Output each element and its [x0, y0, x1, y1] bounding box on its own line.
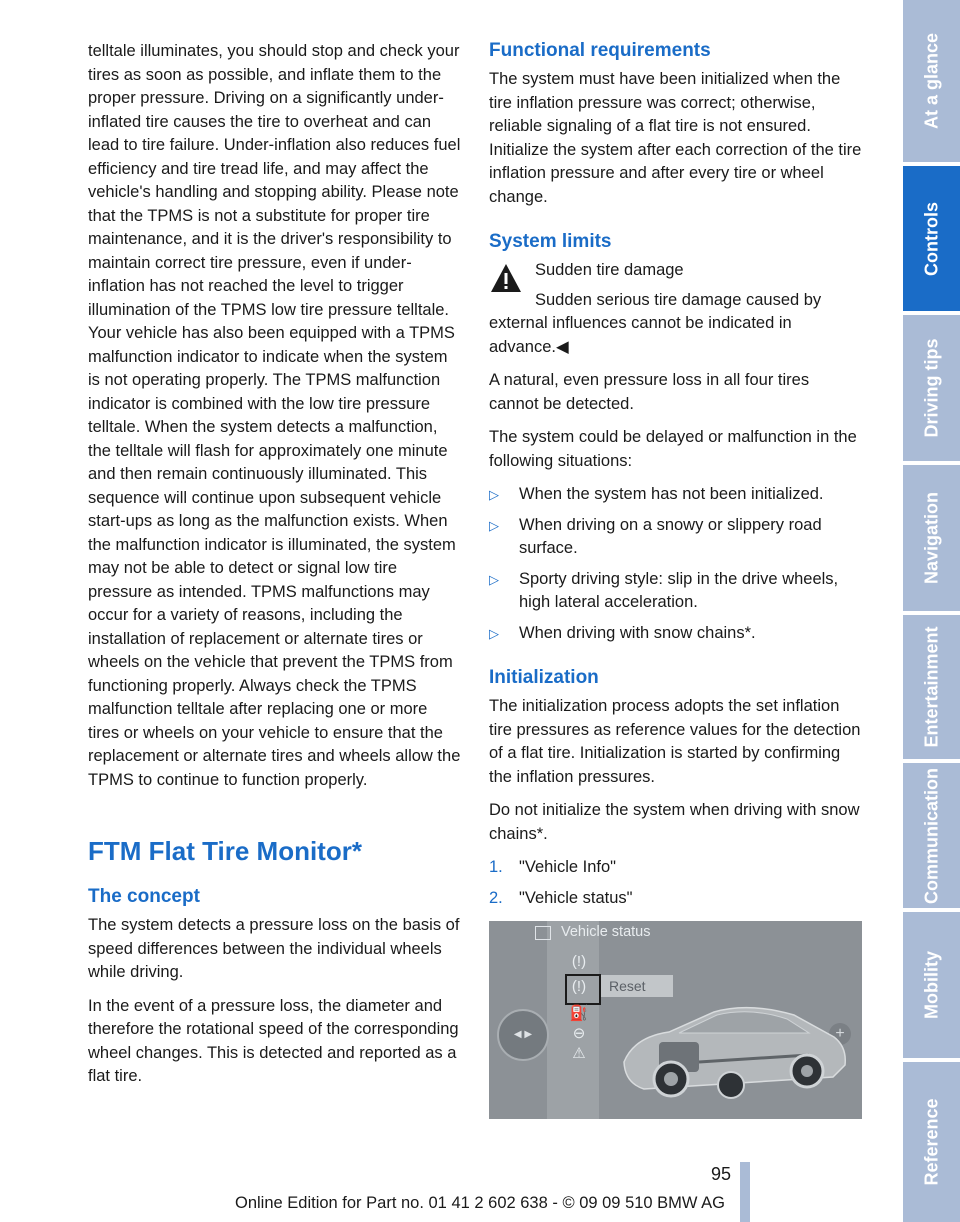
init-paragraph-1: The initialization process adopts the set inflation tire pressures as reference values for the detection of a flat tire. Initialization is started by confirming the inflation pressures.	[489, 697, 861, 786]
triangle-bullet-icon: ▷	[489, 487, 499, 502]
step-item: 2. "Vehicle status"	[489, 888, 633, 907]
page-number: 95	[711, 1164, 732, 1184]
concept-heading: The concept	[88, 886, 200, 907]
limits-paragraph-2: The system could be delayed or malfunction in the following situations:	[489, 428, 857, 470]
functional-heading: Functional requirements	[489, 40, 711, 61]
limits-list	[489, 483, 862, 645]
right-column	[489, 40, 862, 951]
tab-controls[interactable]: Controls	[903, 166, 960, 311]
tab-entertainment[interactable]: Entertainment	[903, 615, 960, 759]
tab-navigation[interactable]: Navigation	[903, 465, 960, 611]
warning-triangle-icon: ⚠	[572, 1045, 586, 1062]
step-item: 1. "Vehicle Info"	[489, 858, 617, 876]
footer-text: Online Edition for Part no. 01 41 2 602 638 - © 09 09 510 BMW AG	[234, 1194, 726, 1212]
tab-communication[interactable]: Communication	[903, 763, 960, 908]
car-cutaway-icon	[619, 977, 849, 1107]
triangle-bullet-icon: ▷	[489, 625, 499, 641]
tab-mobility[interactable]: Mobility	[903, 912, 960, 1058]
list-item: ▷ When driving on a snowy or slippery road surface.	[489, 515, 822, 557]
warning-icon	[489, 261, 523, 295]
section-title: FTM Flat Tire Monitor*	[88, 836, 362, 866]
limits-heading: System limits	[489, 231, 612, 252]
tire-init-icon: (!)	[571, 978, 587, 995]
tab-driving-tips[interactable]: Driving tips	[903, 315, 960, 461]
tpms-paragraph: telltale illuminates, you should stop and check your tires as soon as possible, and inflate them to the proper pressure. Driving on a significantly under-inflated tire causes the tire to overheat and can lead to tire failure. Under-inflation also reduces fuel efficiency and tire tread life, and may affect the vehicle's handling and stopping ability. Please note that the TPMS is not a substitute for proper tire maintenance, and it is the driver's responsibility to maintain correct tire pressure, even if under-inflation has not reached the level to trigger illumination of the TPMS low tire pressure telltale. Your vehicle has also been equipped with a TPMS malfunction indicator to indicate when the system is not operating properly. The TPMS malfunction indicator is combined with the low tire pressure telltale. When the system detects a malfunction, the telltale will flash for approximately one minute and then remain continuously illuminated. This sequence will continue upon subsequent vehicle start-ups as long as the malfunction exists. When the malfunction indicator is illuminated, the system may not be able to detect or signal low tire pressure as intended. TPMS malfunctions may occur for a variety of reasons, including the installation of replacement or alternate tires or wheels on the vehicle that prevent the TPMS from functioning properly. Always check the TPMS malfunction telltale after replacing one or more tires or wheels on your vehicle to ensure that the replacement or alternate tires and wheels allow the TPMS to continue to function properly.	[88, 42, 461, 789]
init-heading: Initialization	[489, 667, 599, 688]
tire-pressure-icon: (!)	[571, 953, 587, 970]
warning-block	[489, 259, 862, 283]
reset-menu-item: Reset	[601, 975, 673, 997]
list-item: ▷ When driving with snow chains*.	[489, 622, 862, 646]
warning-text: Sudden serious tire damage caused by external influences cannot be indicated in advance.◀	[489, 290, 822, 356]
tab-reference[interactable]: Reference	[903, 1062, 960, 1222]
oil-service-icon: ⛽	[569, 1005, 589, 1022]
car-icon: ⊖	[572, 1025, 586, 1042]
limits-paragraph-1: A natural, even pressure loss in all four tires cannot be detected.	[489, 371, 810, 413]
page-marker-bar	[740, 1162, 750, 1222]
vehicle-info-icon	[535, 926, 551, 940]
functional-paragraph: The system must have been initialized when the tire inflation pressure was correct; otherwise, reliable signaling of a flat tire is not ensured. Initialize the system after each correction of the tire inflation pressure and after every tire or wheel change.	[489, 70, 862, 206]
tab-at-a-glance[interactable]: At a glance	[903, 0, 960, 162]
selection-highlight	[565, 974, 601, 1005]
triangle-bullet-icon: ▷	[489, 571, 499, 587]
warning-title: Sudden tire damage	[535, 261, 684, 279]
list-item: ▷ Sporty driving style: slip in the drive wheels, high lateral acceleration.	[489, 569, 839, 611]
init-paragraph-2: Do not initialize the system when driving with snow chains*.	[489, 801, 860, 843]
plus-icon: +	[829, 1023, 851, 1045]
concept-paragraph-1: The system detects a pressure loss on the basis of speed differences between the individual wheels while driving.	[88, 916, 460, 981]
side-tabs	[903, 0, 960, 1222]
concept-paragraph-2: In the event of a pressure loss, the diameter and therefore the rotational speed of the corresponding wheel changes. This is detected and reported as a flat tire.	[88, 996, 459, 1085]
list-item: ▷ When the system has not been initialized.	[489, 483, 862, 507]
vehicle-status-screen	[489, 921, 862, 1119]
triangle-bullet-icon: ▷	[489, 517, 499, 533]
screen-title: Vehicle status	[561, 924, 651, 940]
controller-knob-icon: ◀ ▶	[497, 1009, 549, 1061]
left-column	[88, 40, 463, 1099]
